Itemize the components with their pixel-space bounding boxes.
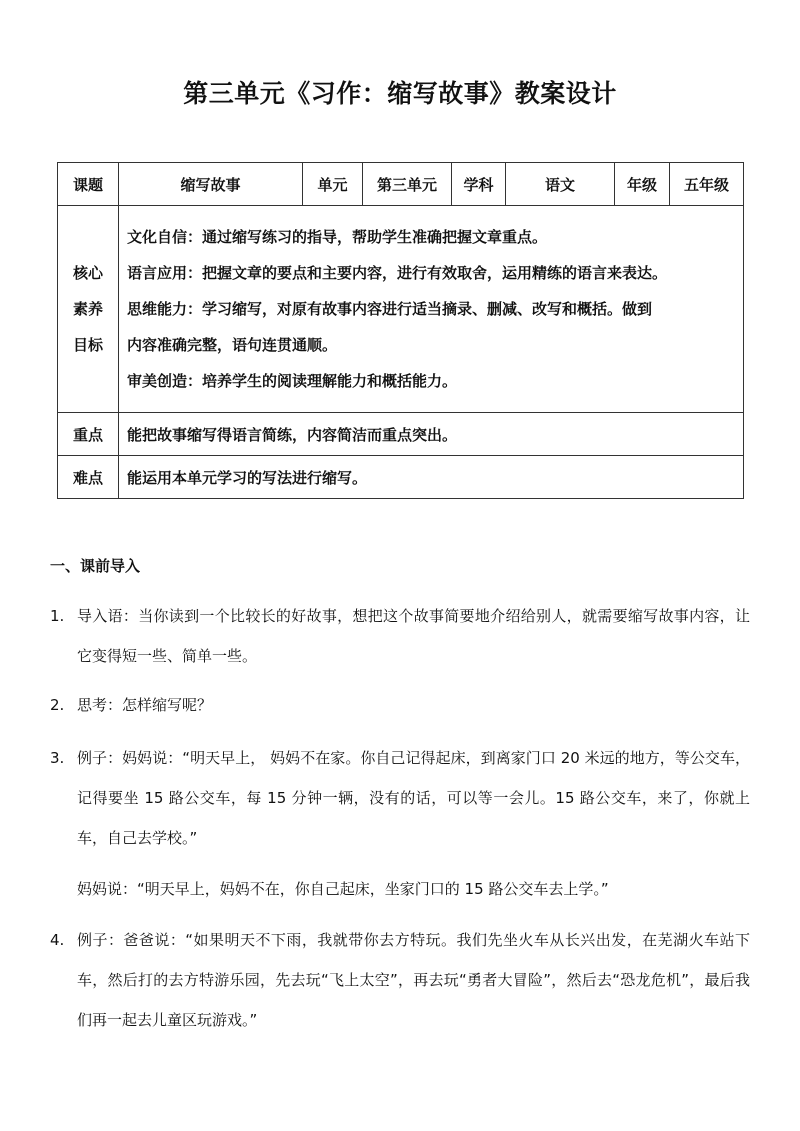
- page-title: 第三单元《习作：缩写故事》教案设计: [183, 79, 617, 108]
- difficulty-label: 难点: [58, 456, 119, 499]
- core-goal-line: 内容准确完整，语句连贯通顺。: [127, 336, 338, 354]
- core-goal-line: 审美创造：培养学生的阅读理解能力和概括能力。: [127, 372, 458, 390]
- grade-label: 年级: [615, 163, 670, 206]
- topic-label: 课题: [58, 163, 119, 206]
- list-item-subtext: 妈妈说：“明天早上，妈妈不在，你自己起床，坐家门口的 15 路公交车去上学。”: [77, 880, 609, 898]
- core-goal-line: 语言应用：把握文章的要点和主要内容，进行有效取舍，运用精练的语言来表达。: [127, 264, 668, 282]
- list-item-number: 3.: [50, 749, 65, 767]
- list-item-text: 例子：妈妈说：“明天早上， 妈妈不在家。你自己记得起床，到离家门口 20 米远的地方，等公交车，记得要坐 15 路公交车，每 15 分钟一辆，没有的话，可以等一会儿。15 路公交车，来了，你就上车，自己去学校。”: [77, 749, 750, 847]
- difficulty-value: 能运用本单元学习的写法进行缩写。: [119, 456, 744, 499]
- section-title: 一、课前导入: [50, 557, 141, 575]
- table-header-row: [58, 163, 744, 206]
- topic-value: 缩写故事: [119, 163, 303, 206]
- grade-value: 五年级: [670, 163, 744, 206]
- core-label-line: 素养: [72, 300, 103, 318]
- list-item-text: 导入语：当你读到一个比较长的好故事，想把这个故事简要地介绍给别人，就需要缩写故事内容，让它变得短一些、简单一些。: [77, 607, 750, 665]
- core-goal-line: 文化自信：通过缩写练习的指导，帮助学生准确把握文章重点。: [127, 228, 548, 246]
- list-item: [50, 920, 750, 1040]
- list-item: [50, 738, 750, 858]
- list-item: [50, 596, 750, 676]
- key-point-value: 能把故事缩写得语言简练，内容简洁而重点突出。: [119, 413, 744, 456]
- list-item: [50, 685, 750, 725]
- core-label-line: 核心: [72, 264, 103, 282]
- list-item-number: 1.: [50, 607, 65, 625]
- core-label-line: 目标: [72, 336, 103, 354]
- lesson-info-table: [57, 162, 744, 499]
- unit-value: 第三单元: [363, 163, 452, 206]
- difficulty-row: [58, 456, 744, 499]
- list-item-number: 4.: [50, 931, 65, 949]
- core-goals-row: [58, 206, 744, 413]
- list-item-text: 思考：怎样缩写呢？: [77, 696, 213, 714]
- key-point-row: [58, 413, 744, 456]
- subject-value: 语文: [506, 163, 615, 206]
- subject-label: 学科: [452, 163, 506, 206]
- key-point-label: 重点: [58, 413, 119, 456]
- core-goal-line: 思维能力：学习缩写，对原有故事内容进行适当摘录、删减、改写和概括。做到: [127, 300, 653, 318]
- list-item-text: 例子：爸爸说：“如果明天不下雨，我就带你去方特玩。我们先坐火车从长兴出发，在芜湖火车站下车，然后打的去方特游乐园，先去玩“飞上太空”，再去玩“勇者大冒险”，然后去“恐龙危机”，最后我们再一起去儿童区玩游戏。”: [77, 931, 750, 1029]
- core-goals-content: [119, 206, 744, 413]
- list-item-number: 2.: [50, 696, 65, 714]
- unit-label: 单元: [303, 163, 363, 206]
- core-goals-label: [58, 206, 119, 413]
